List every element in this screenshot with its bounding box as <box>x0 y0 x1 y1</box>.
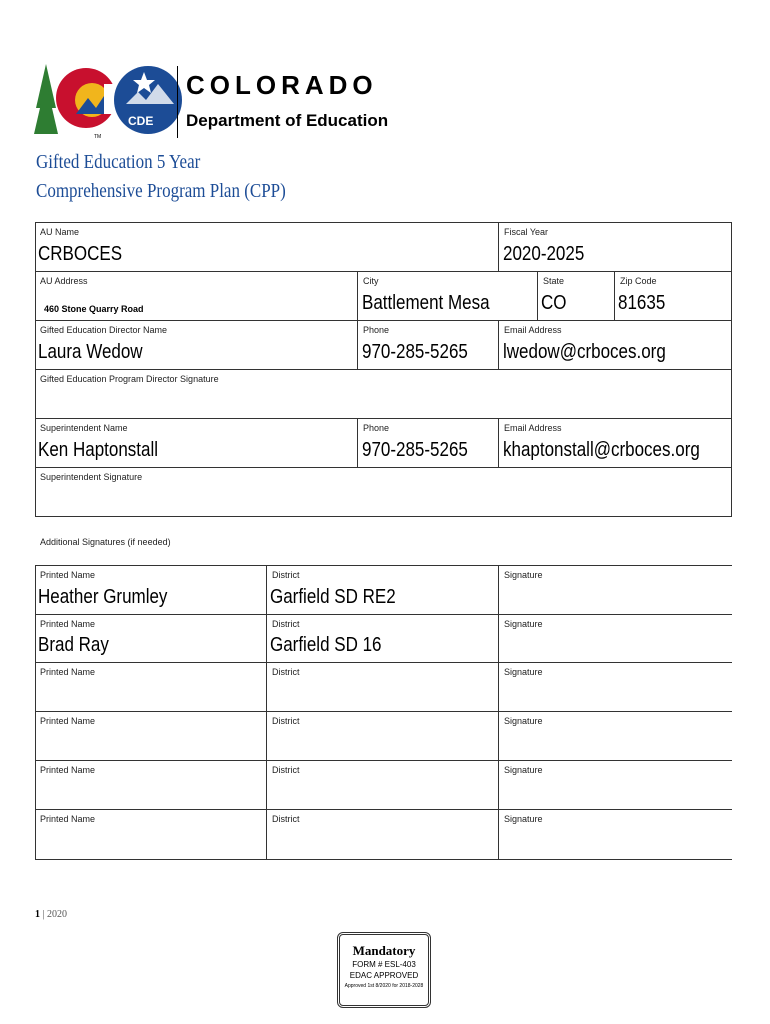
printed-name-label: Printed Name <box>40 765 96 775</box>
page-separator: | <box>42 909 45 920</box>
state-field[interactable]: CO <box>541 292 567 314</box>
stamp-note: Approved 1st 8/2020 for 2018-2028 <box>344 983 424 989</box>
colorado-c-icon <box>34 62 184 142</box>
district-field[interactable]: Garfield SD RE2 <box>270 586 396 608</box>
signature-label: Signature <box>504 619 543 629</box>
district-label: District <box>272 619 300 629</box>
city-label: City <box>363 276 379 286</box>
stamp-form: FORM # ESL-403 <box>352 960 416 969</box>
zip-field[interactable]: 81635 <box>618 292 666 314</box>
logo-tm-text: TM <box>94 134 102 140</box>
city-field[interactable]: Battlement Mesa <box>362 292 490 314</box>
signature-label: Signature <box>504 716 543 726</box>
signature-label: Signature <box>504 765 543 775</box>
cde-logo <box>34 62 184 142</box>
additional-signatures-heading: Additional Signatures (if needed) <box>40 537 171 547</box>
logo-badge-text: CDE <box>128 114 154 128</box>
director-signature-field[interactable] <box>36 388 730 417</box>
superintendent-signature-label: Superintendent Signature <box>40 472 143 482</box>
mandatory-stamp <box>337 932 431 1008</box>
au-address-field[interactable]: 460 Stone Quarry Road <box>44 304 144 314</box>
director-email-field[interactable]: lwedow@crboces.org <box>503 341 666 363</box>
page-title-line2: Comprehensive Program Plan (CPP) <box>36 180 286 202</box>
stamp-approved: EDAC APPROVED <box>349 971 419 980</box>
director-name-field[interactable]: Laura Wedow <box>38 341 143 363</box>
signature-label: Signature <box>504 570 543 580</box>
district-label: District <box>272 716 300 726</box>
org-name: COLORADO <box>186 70 378 100</box>
stamp-title: Mandatory <box>352 943 416 958</box>
zip-label: Zip Code <box>620 276 657 286</box>
signature-label: Signature <box>504 814 543 824</box>
additional-signatures-table <box>35 565 732 860</box>
au-name-field[interactable]: CRBOCES <box>38 243 123 265</box>
district-label: District <box>272 765 300 775</box>
superintendent-email-label: Email Address <box>504 423 562 433</box>
superintendent-signature-field[interactable] <box>36 486 730 516</box>
printed-name-label: Printed Name <box>40 667 96 677</box>
superintendent-email-field[interactable]: khaptonstall@crboces.org <box>503 439 700 461</box>
district-label: District <box>272 814 300 824</box>
director-signature-label: Gifted Education Program Director Signature <box>40 374 219 384</box>
fiscal-year-field[interactable]: 2020-2025 <box>503 243 585 265</box>
printed-name-field[interactable]: Heather Grumley <box>38 586 168 608</box>
printed-name-label: Printed Name <box>40 570 96 580</box>
district-label: District <box>272 667 300 677</box>
director-phone-field[interactable]: 970-285-5265 <box>362 341 468 363</box>
printed-name-field[interactable]: Brad Ray <box>38 634 109 656</box>
superintendent-name-label: Superintendent Name <box>40 423 128 433</box>
fiscal-year-label: Fiscal Year <box>504 227 549 237</box>
director-email-label: Email Address <box>504 325 562 335</box>
page-title-line1: Gifted Education 5 Year <box>36 151 201 173</box>
director-phone-label: Phone <box>363 325 390 335</box>
director-name-label: Gifted Education Director Name <box>40 325 168 335</box>
district-label: District <box>272 570 300 580</box>
superintendent-phone-field[interactable]: 970-285-5265 <box>362 439 468 461</box>
dept-name: Department of Education <box>186 111 389 130</box>
printed-name-label: Printed Name <box>40 716 96 726</box>
page-year: 2020 <box>47 909 68 920</box>
logo-divider <box>177 66 178 138</box>
page-number-value: 1 <box>35 909 40 920</box>
signature-label: Signature <box>504 667 543 677</box>
printed-name-label: Printed Name <box>40 619 96 629</box>
state-label: State <box>543 276 565 286</box>
printed-name-label: Printed Name <box>40 814 96 824</box>
page-number <box>35 909 67 920</box>
superintendent-name-field[interactable]: Ken Haptonstall <box>38 439 159 461</box>
au-name-label: AU Name <box>40 227 80 237</box>
au-address-label: AU Address <box>40 276 88 286</box>
superintendent-phone-label: Phone <box>363 423 390 433</box>
district-field[interactable]: Garfield SD 16 <box>270 634 382 656</box>
